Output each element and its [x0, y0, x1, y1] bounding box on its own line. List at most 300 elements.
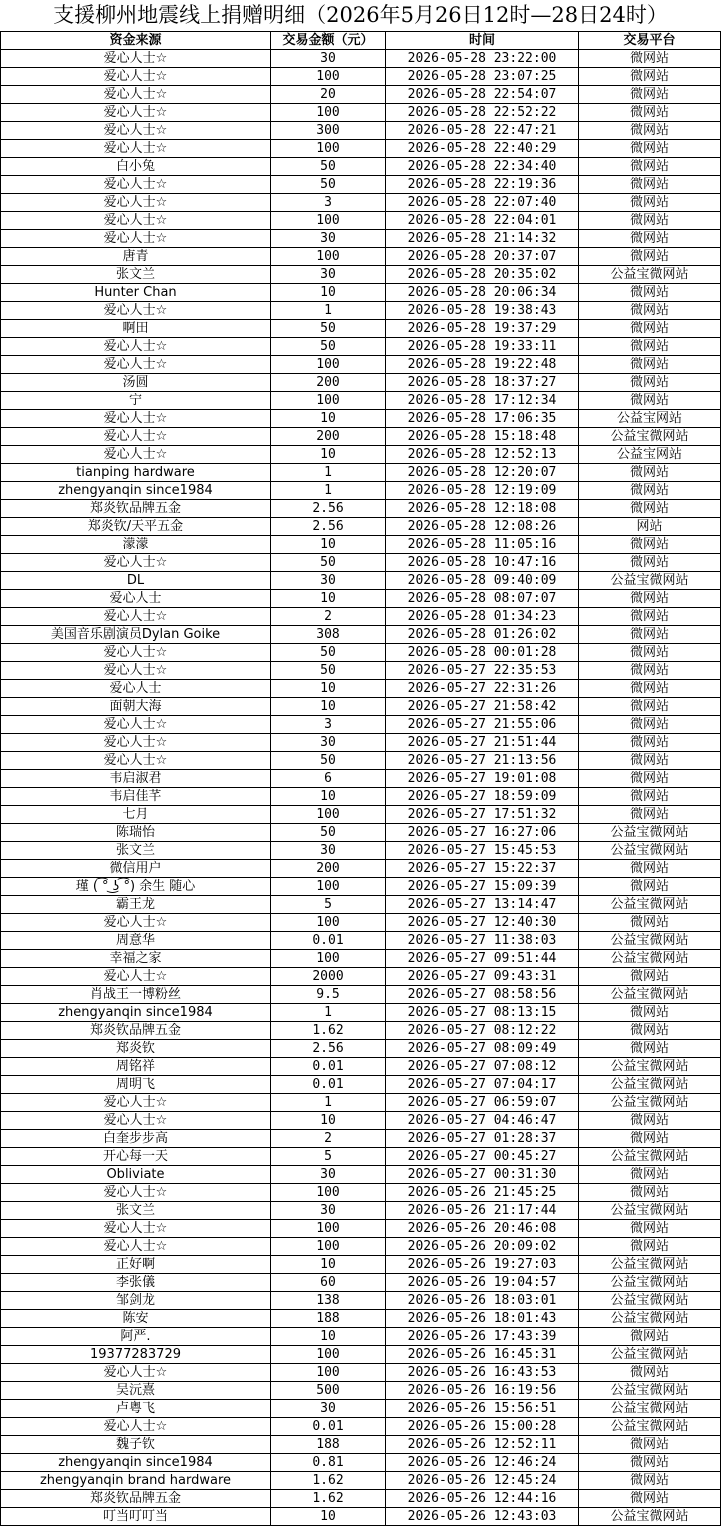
cell-amount: 10	[271, 410, 386, 428]
cell-time: 2026-05-28 10:47:16	[386, 554, 579, 572]
cell-source: 爱心人士☆	[1, 68, 271, 86]
cell-amount: 30	[271, 842, 386, 860]
cell-amount: 50	[271, 158, 386, 176]
cell-amount: 10	[271, 590, 386, 608]
cell-platform: 微网站	[579, 374, 721, 392]
cell-amount: 188	[271, 1310, 386, 1328]
cell-platform: 微网站	[579, 1454, 721, 1472]
cell-platform: 公益宝微网站	[579, 1202, 721, 1220]
cell-platform: 微网站	[579, 1490, 721, 1508]
cell-source: 爱心人士	[1, 590, 271, 608]
cell-amount: 50	[271, 662, 386, 680]
cell-source: 郑炎钦品牌五金	[1, 500, 271, 518]
cell-time: 2026-05-28 19:33:11	[386, 338, 579, 356]
cell-platform: 微网站	[579, 644, 721, 662]
table-row	[1, 752, 721, 770]
cell-amount: 100	[271, 356, 386, 374]
cell-platform: 微网站	[579, 482, 721, 500]
table-row	[1, 1382, 721, 1400]
cell-source: 唐青	[1, 248, 271, 266]
cell-source: 爱心人士☆	[1, 554, 271, 572]
cell-amount: 9.5	[271, 986, 386, 1004]
cell-platform: 微网站	[579, 608, 721, 626]
cell-time: 2026-05-27 08:13:15	[386, 1004, 579, 1022]
table-row	[1, 230, 721, 248]
cell-platform: 微网站	[579, 284, 721, 302]
table-row	[1, 1364, 721, 1382]
cell-amount: 100	[271, 212, 386, 230]
cell-amount: 308	[271, 626, 386, 644]
cell-time: 2026-05-27 07:08:12	[386, 1058, 579, 1076]
cell-source: 张文兰	[1, 842, 271, 860]
cell-amount: 6	[271, 770, 386, 788]
cell-source: 郑炎钦品牌五金	[1, 1022, 271, 1040]
cell-source: 韦启佳芊	[1, 788, 271, 806]
cell-time: 2026-05-27 00:31:30	[386, 1166, 579, 1184]
cell-time: 2026-05-27 21:13:56	[386, 752, 579, 770]
cell-platform: 微网站	[579, 1328, 721, 1346]
cell-amount: 0.81	[271, 1454, 386, 1472]
cell-time: 2026-05-27 04:46:47	[386, 1112, 579, 1130]
table-row	[1, 1454, 721, 1472]
cell-source: 白小兔	[1, 158, 271, 176]
cell-time: 2026-05-27 08:58:56	[386, 986, 579, 1004]
table-row	[1, 338, 721, 356]
cell-amount: 10	[271, 788, 386, 806]
cell-time: 2026-05-27 09:51:44	[386, 950, 579, 968]
cell-time: 2026-05-28 20:37:07	[386, 248, 579, 266]
cell-time: 2026-05-26 18:03:01	[386, 1292, 579, 1310]
cell-source: 爱心人士☆	[1, 446, 271, 464]
cell-amount: 100	[271, 1346, 386, 1364]
cell-time: 2026-05-28 11:05:16	[386, 536, 579, 554]
cell-platform: 公益宝微网站	[579, 1058, 721, 1076]
cell-time: 2026-05-28 17:12:34	[386, 392, 579, 410]
cell-platform: 微网站	[579, 806, 721, 824]
cell-amount: 200	[271, 860, 386, 878]
table-row	[1, 122, 721, 140]
cell-time: 2026-05-27 13:14:47	[386, 896, 579, 914]
table-row	[1, 734, 721, 752]
cell-platform: 公益宝微网站	[579, 1310, 721, 1328]
cell-time: 2026-05-26 15:56:51	[386, 1400, 579, 1418]
cell-amount: 100	[271, 248, 386, 266]
cell-time: 2026-05-28 19:38:43	[386, 302, 579, 320]
table-row	[1, 662, 721, 680]
cell-source: 爱心人士☆	[1, 212, 271, 230]
table-row	[1, 1130, 721, 1148]
cell-platform: 微网站	[579, 752, 721, 770]
table-row	[1, 212, 721, 230]
cell-time: 2026-05-28 19:22:48	[386, 356, 579, 374]
cell-source: 啊田	[1, 320, 271, 338]
table-row	[1, 248, 721, 266]
cell-platform: 公益宝微网站	[579, 1508, 721, 1526]
cell-source: zhengyanqin since1984	[1, 1004, 271, 1022]
cell-source: 爱心人士☆	[1, 968, 271, 986]
cell-time: 2026-05-26 12:45:24	[386, 1472, 579, 1490]
cell-time: 2026-05-28 12:19:09	[386, 482, 579, 500]
cell-time: 2026-05-28 22:47:21	[386, 122, 579, 140]
table-row	[1, 464, 721, 482]
cell-platform: 微网站	[579, 1166, 721, 1184]
cell-amount: 1.62	[271, 1490, 386, 1508]
cell-platform: 公益宝微网站	[579, 1400, 721, 1418]
table-row	[1, 392, 721, 410]
cell-time: 2026-05-28 15:18:48	[386, 428, 579, 446]
cell-platform: 微网站	[579, 662, 721, 680]
cell-amount: 1.62	[271, 1472, 386, 1490]
cell-time: 2026-05-27 06:59:07	[386, 1094, 579, 1112]
cell-platform: 微网站	[579, 230, 721, 248]
cell-time: 2026-05-27 11:38:03	[386, 932, 579, 950]
cell-platform: 公益宝微网站	[579, 1094, 721, 1112]
cell-platform: 微网站	[579, 788, 721, 806]
cell-platform: 公益宝微网站	[579, 1256, 721, 1274]
table-body	[1, 50, 721, 1526]
table-row	[1, 1058, 721, 1076]
cell-platform: 微网站	[579, 968, 721, 986]
table-row	[1, 302, 721, 320]
table-row	[1, 104, 721, 122]
cell-time: 2026-05-28 08:07:07	[386, 590, 579, 608]
table-row	[1, 698, 721, 716]
cell-platform: 微网站	[579, 1130, 721, 1148]
cell-platform: 微网站	[579, 1040, 721, 1058]
cell-amount: 100	[271, 1364, 386, 1382]
cell-time: 2026-05-27 01:28:37	[386, 1130, 579, 1148]
cell-time: 2026-05-26 19:27:03	[386, 1256, 579, 1274]
cell-source: 爱心人士☆	[1, 1220, 271, 1238]
table-row	[1, 770, 721, 788]
cell-source: 爱心人士☆	[1, 230, 271, 248]
cell-source: 爱心人士☆	[1, 194, 271, 212]
cell-source: 爱心人士☆	[1, 1418, 271, 1436]
cell-time: 2026-05-26 12:52:11	[386, 1436, 579, 1454]
cell-time: 2026-05-26 19:04:57	[386, 1274, 579, 1292]
cell-platform: 微网站	[579, 554, 721, 572]
cell-platform: 公益宝微网站	[579, 824, 721, 842]
table-row	[1, 158, 721, 176]
cell-platform: 公益宝微网站	[579, 950, 721, 968]
cell-platform: 微网站	[579, 248, 721, 266]
cell-amount: 1	[271, 464, 386, 482]
cell-platform: 公益宝微网站	[579, 266, 721, 284]
cell-time: 2026-05-26 20:09:02	[386, 1238, 579, 1256]
cell-platform: 微网站	[579, 212, 721, 230]
cell-amount: 10	[271, 698, 386, 716]
cell-source: 瑾 ( ͡° ͜ʖ ͡°) 余生 随心	[1, 878, 271, 896]
table-row	[1, 86, 721, 104]
cell-source: 周明飞	[1, 1076, 271, 1094]
cell-platform: 微网站	[579, 464, 721, 482]
cell-platform: 公益宝网站	[579, 410, 721, 428]
cell-source: Obliviate	[1, 1166, 271, 1184]
cell-platform: 微网站	[579, 392, 721, 410]
cell-time: 2026-05-28 21:14:32	[386, 230, 579, 248]
table-row	[1, 1472, 721, 1490]
cell-platform: 公益宝微网站	[579, 1292, 721, 1310]
cell-amount: 50	[271, 644, 386, 662]
cell-platform: 微网站	[579, 536, 721, 554]
cell-time: 2026-05-27 09:43:31	[386, 968, 579, 986]
cell-source: 爱心人士☆	[1, 176, 271, 194]
cell-source: 爱心人士☆	[1, 752, 271, 770]
table-row	[1, 968, 721, 986]
cell-platform: 微网站	[579, 878, 721, 896]
cell-platform: 微网站	[579, 320, 721, 338]
cell-amount: 1	[271, 1004, 386, 1022]
cell-source: 爱心人士☆	[1, 734, 271, 752]
table-row	[1, 1256, 721, 1274]
table-row	[1, 680, 721, 698]
cell-time: 2026-05-27 08:09:49	[386, 1040, 579, 1058]
cell-source: 爱心人士☆	[1, 914, 271, 932]
cell-source: 爱心人士☆	[1, 1112, 271, 1130]
cell-source: 爱心人士☆	[1, 356, 271, 374]
cell-platform: 公益宝微网站	[579, 1148, 721, 1166]
cell-amount: 50	[271, 338, 386, 356]
cell-amount: 2000	[271, 968, 386, 986]
cell-source: 魏子钦	[1, 1436, 271, 1454]
cell-time: 2026-05-26 15:00:28	[386, 1418, 579, 1436]
table-row	[1, 1328, 721, 1346]
table-row	[1, 1022, 721, 1040]
table-row	[1, 788, 721, 806]
cell-amount: 20	[271, 86, 386, 104]
cell-time: 2026-05-28 23:22:00	[386, 50, 579, 68]
cell-time: 2026-05-28 12:20:07	[386, 464, 579, 482]
cell-time: 2026-05-28 09:40:09	[386, 572, 579, 590]
table-row	[1, 1274, 721, 1292]
cell-platform: 公益宝网站	[579, 446, 721, 464]
cell-time: 2026-05-28 23:07:25	[386, 68, 579, 86]
cell-source: 张文兰	[1, 266, 271, 284]
cell-source: 爱心人士☆	[1, 1364, 271, 1382]
table-row	[1, 284, 721, 302]
cell-time: 2026-05-28 20:06:34	[386, 284, 579, 302]
cell-source: 叮当叮叮当	[1, 1508, 271, 1526]
cell-platform: 公益宝微网站	[579, 1076, 721, 1094]
cell-amount: 10	[271, 1256, 386, 1274]
cell-amount: 100	[271, 806, 386, 824]
table-row	[1, 1094, 721, 1112]
cell-amount: 100	[271, 1238, 386, 1256]
cell-source: 爱心人士☆	[1, 302, 271, 320]
cell-source: 爱心人士☆	[1, 140, 271, 158]
cell-source: 汤圆	[1, 374, 271, 392]
cell-platform: 微网站	[579, 338, 721, 356]
cell-source: 爱心人士☆	[1, 716, 271, 734]
cell-source: 郑炎钦/天平五金	[1, 518, 271, 536]
table-row	[1, 374, 721, 392]
cell-source: zhengyanqin since1984	[1, 1454, 271, 1472]
cell-amount: 1	[271, 1094, 386, 1112]
cell-time: 2026-05-27 19:01:08	[386, 770, 579, 788]
cell-amount: 2	[271, 608, 386, 626]
table-row	[1, 1400, 721, 1418]
cell-platform: 微网站	[579, 104, 721, 122]
cell-source: 爱心人士	[1, 680, 271, 698]
cell-source: 韦启淑君	[1, 770, 271, 788]
cell-source: 郑炎钦品牌五金	[1, 1490, 271, 1508]
cell-source: 爱心人士☆	[1, 122, 271, 140]
header-amount: 交易金额（元）	[271, 32, 386, 50]
cell-source: 幸福之家	[1, 950, 271, 968]
cell-platform: 微网站	[579, 914, 721, 932]
cell-source: 白奎步步高	[1, 1130, 271, 1148]
table-row	[1, 482, 721, 500]
cell-platform: 公益宝微网站	[579, 932, 721, 950]
cell-platform: 微网站	[579, 1364, 721, 1382]
cell-amount: 0.01	[271, 1076, 386, 1094]
cell-source: 爱心人士☆	[1, 662, 271, 680]
cell-time: 2026-05-27 12:40:30	[386, 914, 579, 932]
cell-amount: 5	[271, 896, 386, 914]
table-row	[1, 1220, 721, 1238]
cell-platform: 公益宝微网站	[579, 896, 721, 914]
cell-time: 2026-05-26 18:01:43	[386, 1310, 579, 1328]
table-row	[1, 932, 721, 950]
cell-time: 2026-05-26 17:43:39	[386, 1328, 579, 1346]
cell-platform: 公益宝微网站	[579, 1346, 721, 1364]
cell-platform: 微网站	[579, 122, 721, 140]
cell-source: 阿严.	[1, 1328, 271, 1346]
cell-source: zhengyanqin brand hardware	[1, 1472, 271, 1490]
cell-platform: 微网站	[579, 716, 721, 734]
cell-source: 郑炎钦	[1, 1040, 271, 1058]
cell-amount: 138	[271, 1292, 386, 1310]
cell-time: 2026-05-26 12:44:16	[386, 1490, 579, 1508]
table-row	[1, 986, 721, 1004]
cell-amount: 30	[271, 1166, 386, 1184]
cell-amount: 0.01	[271, 1418, 386, 1436]
table-row	[1, 194, 721, 212]
cell-platform: 微网站	[579, 50, 721, 68]
cell-amount: 100	[271, 950, 386, 968]
cell-platform: 微网站	[579, 176, 721, 194]
cell-amount: 30	[271, 50, 386, 68]
cell-time: 2026-05-28 22:52:22	[386, 104, 579, 122]
cell-source: 爱心人士☆	[1, 410, 271, 428]
cell-platform: 公益宝微网站	[579, 1274, 721, 1292]
cell-source: 爱心人士☆	[1, 1184, 271, 1202]
cell-amount: 500	[271, 1382, 386, 1400]
cell-source: 爱心人士☆	[1, 50, 271, 68]
cell-source: 肖战王一博粉丝	[1, 986, 271, 1004]
cell-source: 吴沅熹	[1, 1382, 271, 1400]
cell-amount: 100	[271, 878, 386, 896]
cell-platform: 微网站	[579, 356, 721, 374]
cell-amount: 1	[271, 302, 386, 320]
table-row	[1, 500, 721, 518]
cell-platform: 微网站	[579, 698, 721, 716]
cell-time: 2026-05-28 22:40:29	[386, 140, 579, 158]
cell-time: 2026-05-26 12:43:03	[386, 1508, 579, 1526]
cell-time: 2026-05-26 16:19:56	[386, 1382, 579, 1400]
table-row	[1, 356, 721, 374]
cell-time: 2026-05-27 22:35:53	[386, 662, 579, 680]
cell-platform: 微网站	[579, 590, 721, 608]
table-row	[1, 1076, 721, 1094]
cell-time: 2026-05-28 12:52:13	[386, 446, 579, 464]
cell-time: 2026-05-27 17:51:32	[386, 806, 579, 824]
table-row	[1, 1238, 721, 1256]
cell-amount: 100	[271, 392, 386, 410]
cell-time: 2026-05-26 16:45:31	[386, 1346, 579, 1364]
table-row	[1, 626, 721, 644]
header-row	[1, 32, 721, 50]
cell-source: 面朝大海	[1, 698, 271, 716]
table-row	[1, 68, 721, 86]
cell-source: 李张儀	[1, 1274, 271, 1292]
cell-amount: 100	[271, 104, 386, 122]
cell-amount: 10	[271, 536, 386, 554]
cell-time: 2026-05-28 22:07:40	[386, 194, 579, 212]
cell-amount: 10	[271, 446, 386, 464]
cell-platform: 公益宝微网站	[579, 1382, 721, 1400]
cell-platform: 微网站	[579, 1022, 721, 1040]
cell-source: 霸王龙	[1, 896, 271, 914]
cell-amount: 2.56	[271, 518, 386, 536]
cell-amount: 100	[271, 1184, 386, 1202]
cell-amount: 2.56	[271, 500, 386, 518]
cell-amount: 50	[271, 320, 386, 338]
header-time: 时间	[386, 32, 579, 50]
cell-source: 爱心人士☆	[1, 104, 271, 122]
cell-time: 2026-05-27 21:51:44	[386, 734, 579, 752]
cell-time: 2026-05-28 18:37:27	[386, 374, 579, 392]
table-row	[1, 716, 721, 734]
cell-amount: 30	[271, 266, 386, 284]
table-row	[1, 806, 721, 824]
cell-source: 卢粤飞	[1, 1400, 271, 1418]
cell-amount: 2	[271, 1130, 386, 1148]
cell-platform: 微网站	[579, 680, 721, 698]
cell-time: 2026-05-27 15:22:37	[386, 860, 579, 878]
cell-amount: 0.01	[271, 1058, 386, 1076]
cell-source: 美国音乐剧演员Dylan Goike	[1, 626, 271, 644]
cell-time: 2026-05-28 22:19:36	[386, 176, 579, 194]
cell-source: 19377283729	[1, 1346, 271, 1364]
cell-platform: 微网站	[579, 1184, 721, 1202]
cell-amount: 188	[271, 1436, 386, 1454]
cell-amount: 10	[271, 284, 386, 302]
cell-amount: 30	[271, 734, 386, 752]
cell-source: 陈安	[1, 1310, 271, 1328]
table-row	[1, 1418, 721, 1436]
cell-source: 正好啊	[1, 1256, 271, 1274]
cell-platform: 微网站	[579, 302, 721, 320]
table-row	[1, 1004, 721, 1022]
cell-source: 周意华	[1, 932, 271, 950]
cell-amount: 30	[271, 572, 386, 590]
cell-amount: 10	[271, 1328, 386, 1346]
table-row	[1, 1184, 721, 1202]
cell-source: Hunter Chan	[1, 284, 271, 302]
table-row	[1, 410, 721, 428]
cell-time: 2026-05-27 08:12:22	[386, 1022, 579, 1040]
table-row	[1, 1112, 721, 1130]
cell-amount: 10	[271, 1508, 386, 1526]
cell-time: 2026-05-27 21:55:06	[386, 716, 579, 734]
cell-time: 2026-05-27 18:59:09	[386, 788, 579, 806]
cell-platform: 网站	[579, 518, 721, 536]
cell-time: 2026-05-28 01:26:02	[386, 626, 579, 644]
cell-amount: 0.01	[271, 932, 386, 950]
cell-amount: 300	[271, 122, 386, 140]
cell-platform: 微网站	[579, 1112, 721, 1130]
